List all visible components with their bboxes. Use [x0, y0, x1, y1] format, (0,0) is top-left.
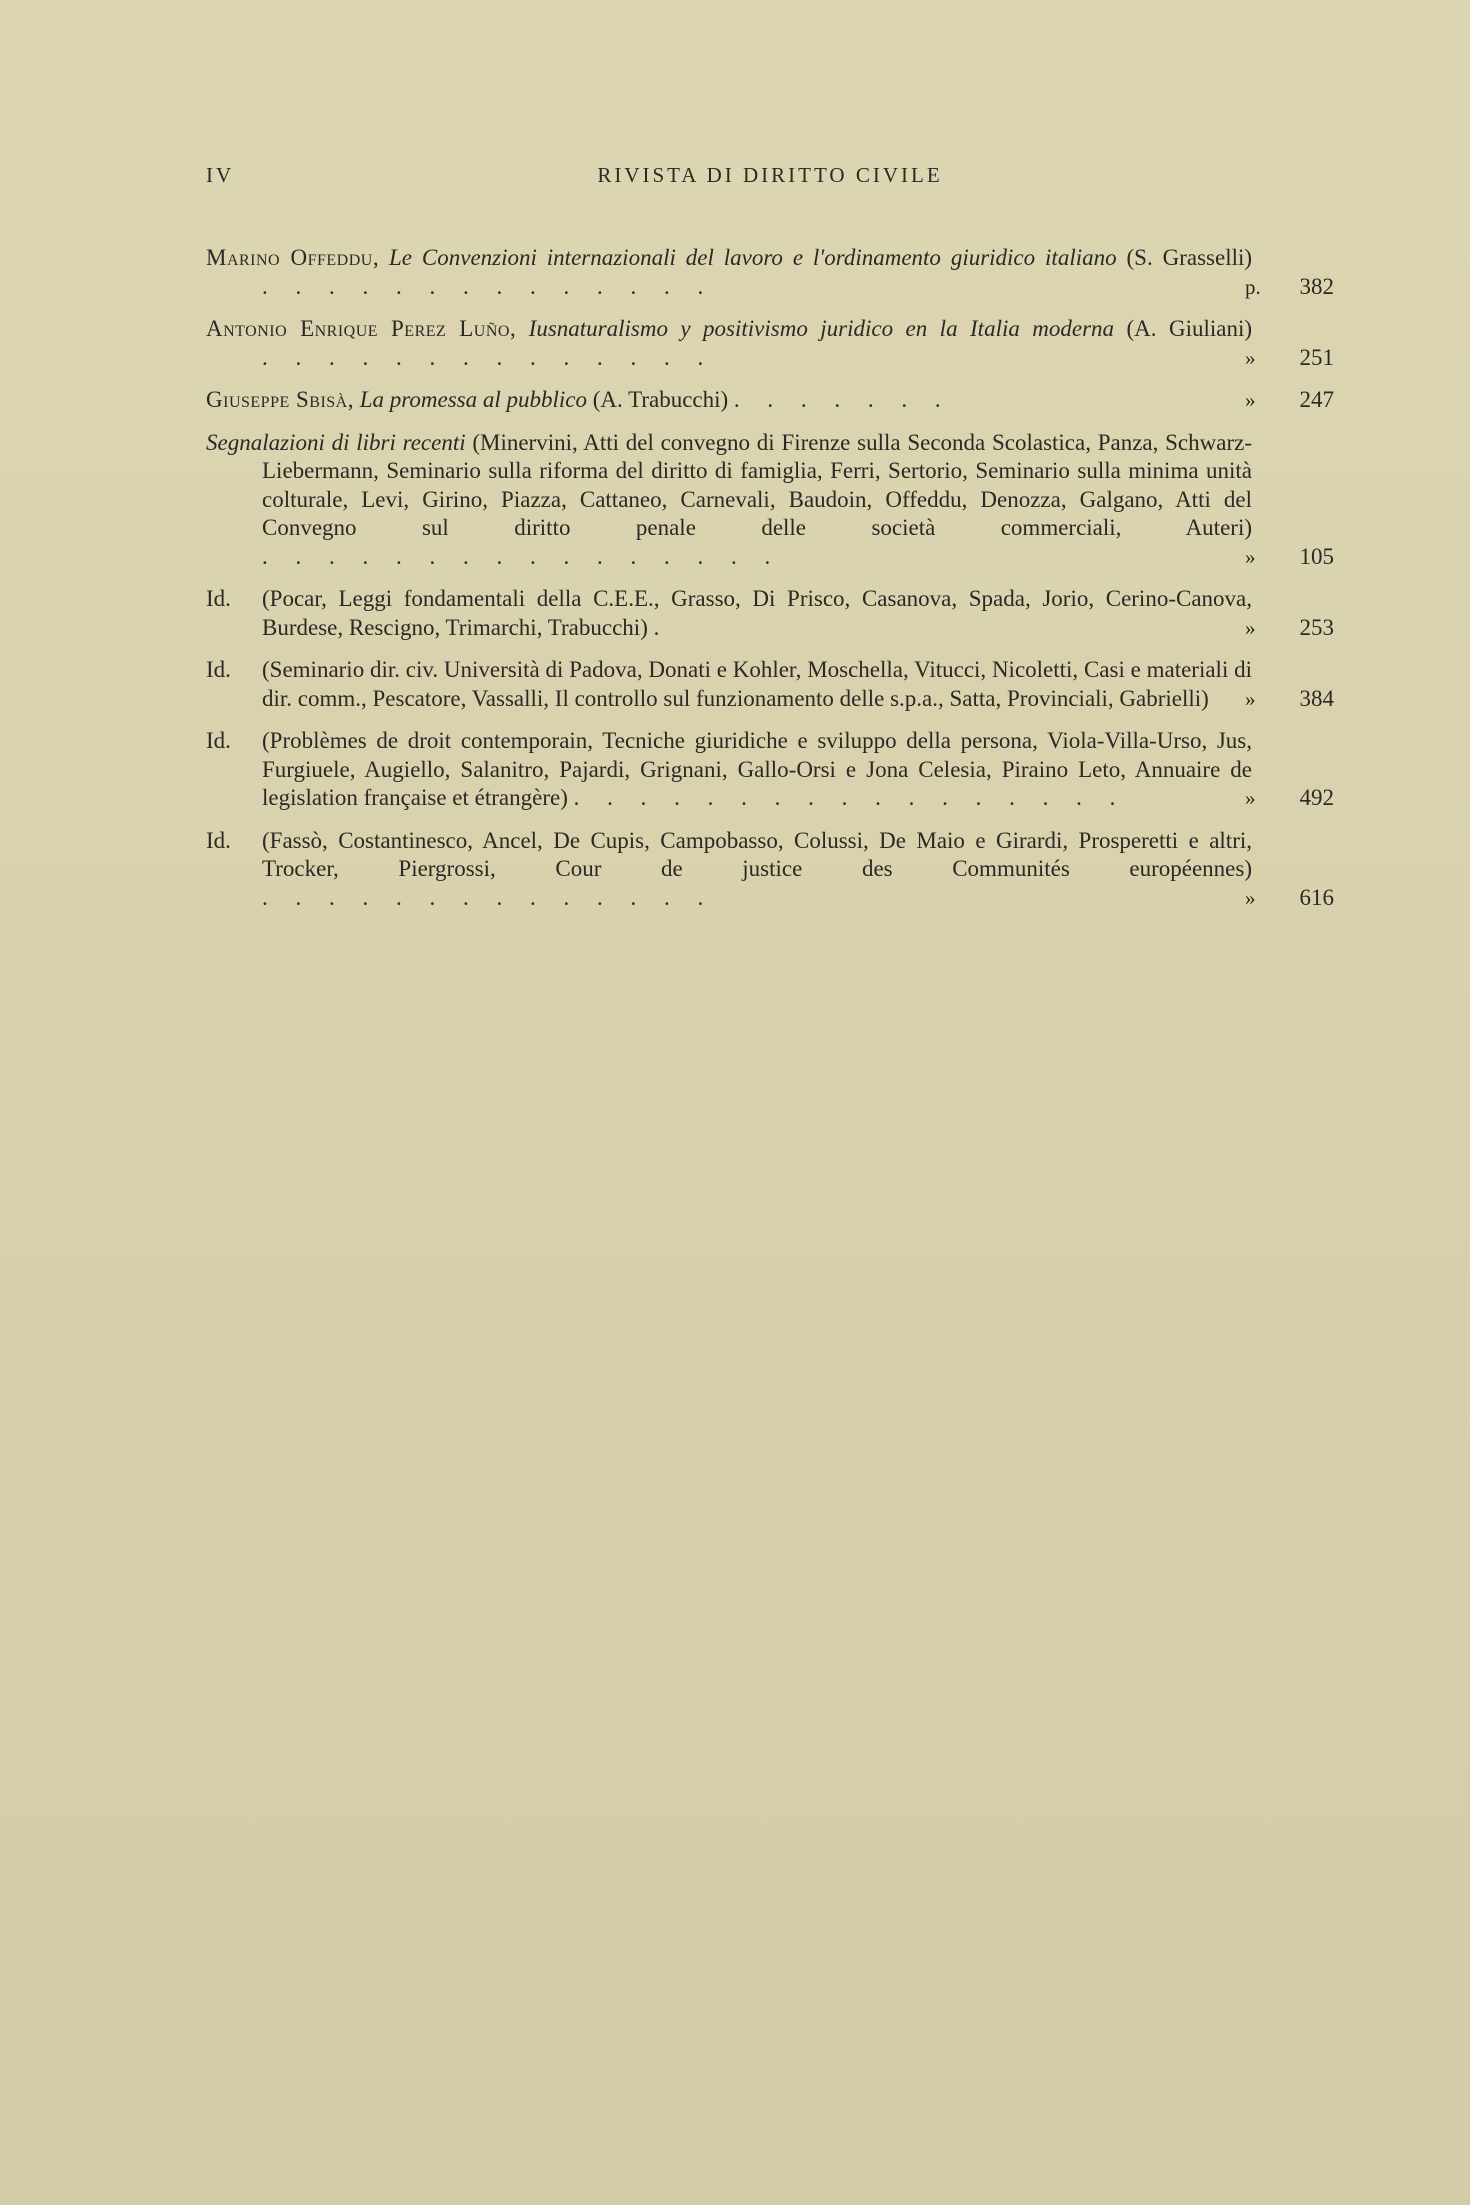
- entry-body: (Minervini, Atti del convegno di Firenze sulla Seconda Scolastica, Panza, Schwarz-Liebermann, Seminario sulla riforma del diritto di famiglia, Ferri, Sertorio, Seminario sulla minima unità colturale, Levi, Girino, Piazza, Cattaneo, Carnevali, Baudoin, Offeddu, Denozza, Galgano, Atti del Convegno sul diritto penale delle società commerciali, Auteri): [262, 429, 1252, 540]
- entry-reviewer: (S. Grasselli): [1126, 245, 1253, 270]
- entry-label: Id.: [206, 827, 231, 853]
- toc-entry-segnalazioni: [206, 429, 1334, 572]
- leader-dots: . . . . . . .: [733, 387, 952, 412]
- page-number: 251: [1299, 344, 1334, 370]
- ditto-mark: »: [1245, 885, 1256, 910]
- entry-label: Id.: [206, 586, 231, 611]
- entry-author: Giuseppe Sbisà,: [206, 387, 354, 412]
- leader-dots: .: [653, 614, 671, 640]
- entry-author: Antonio Enrique Perez Luño,: [206, 316, 517, 341]
- entry-body: (Problèmes de droit contemporain, Tecniche giuridiche e sviluppo della persona, Viola-Villa-Urso, Jus, Furgiuele, Augiello, Salanitro, Pajardi, Grignani, Gallo-Orsi e Jona Celesia, Piraino Leto, Annuaire de legislation française et étrangère): [262, 728, 1252, 810]
- page-number: 247: [1299, 387, 1334, 412]
- entry-title: Segnalazioni di libri recenti: [206, 429, 466, 455]
- entry-title: Le Convenzioni internazionali del lavoro e l'ordinamento giuridico italiano: [389, 245, 1117, 270]
- page-number: 253: [1299, 614, 1334, 640]
- ditto-mark: »: [1245, 345, 1256, 370]
- leader-dots: . . . . . . . . . . . . . .: [262, 273, 715, 299]
- entry-reviewer: (A. Trabucchi): [592, 387, 729, 412]
- entry-reviewer: (A. Giuliani): [1126, 316, 1253, 341]
- ditto-mark: »: [1245, 786, 1256, 810]
- toc-entry-sbisa: [206, 386, 1334, 415]
- entry-body: (Seminario dir. civ. Università di Padova, Donati e Kohler, Moschella, Vitucci, Nicoletti, Casi e materiali di dir. comm., Pescatore, Vassalli, Il controllo sul funzionamento delle s.p.a., Satta, Provinciali, Gabrielli): [262, 657, 1252, 711]
- ditto-mark: »: [1245, 686, 1256, 711]
- page-number: 492: [1299, 785, 1334, 810]
- page-marker: p.: [1245, 274, 1261, 299]
- toc-entry-id-4: [206, 827, 1334, 913]
- entry-label: Id.: [206, 657, 231, 682]
- table-of-contents: [206, 244, 1334, 926]
- page-number: 384: [1299, 685, 1334, 711]
- toc-entry-id-3: [206, 727, 1334, 813]
- page-numeral: IV: [206, 163, 235, 187]
- page-number: 382: [1299, 273, 1334, 299]
- ditto-mark: »: [1245, 615, 1256, 640]
- toc-entry-id-1: [206, 585, 1334, 642]
- leader-dots: . . . . . . . . . . . . . . . .: [262, 543, 782, 569]
- entry-body: (Fassò, Costantinesco, Ancel, De Cupis, Campobasso, Colussi, De Maio e Girardi, Prosperetti e altri, Trocker, Piergrossi, Cour de justice des Communités européennes): [262, 827, 1252, 881]
- entry-author: Marino Offeddu,: [206, 245, 380, 270]
- leader-dots: . . . . . . . . . . . . . .: [262, 344, 715, 370]
- journal-title: RIVISTA DI DIRITTO CIVILE: [597, 163, 943, 187]
- leader-dots: . . . . . . . . . . . . . . . . .: [573, 785, 1127, 810]
- toc-entry-offeddu: [206, 244, 1334, 301]
- entry-body: (Pocar, Leggi fondamentali della C.E.E., Grasso, Di Prisco, Casanova, Spada, Jorio, Cerino-Canova, Burdese, Rescigno, Trimarchi, Trabucchi): [262, 586, 1252, 640]
- ditto-mark: »: [1245, 544, 1256, 569]
- leader-dots: . . . . . . . . . . . . . .: [262, 884, 715, 910]
- page-number: 105: [1299, 543, 1334, 569]
- running-header: [206, 163, 1334, 193]
- toc-entry-perez-luno: [206, 315, 1334, 372]
- entry-title: Iusnaturalismo y positivismo juridico en la Italia moderna: [528, 316, 1115, 341]
- entry-label: Id.: [206, 728, 231, 753]
- toc-entry-id-2: [206, 656, 1334, 713]
- page-number: 616: [1299, 884, 1334, 910]
- entry-title: La promessa al pubblico: [359, 387, 587, 412]
- ditto-mark: »: [1245, 388, 1256, 412]
